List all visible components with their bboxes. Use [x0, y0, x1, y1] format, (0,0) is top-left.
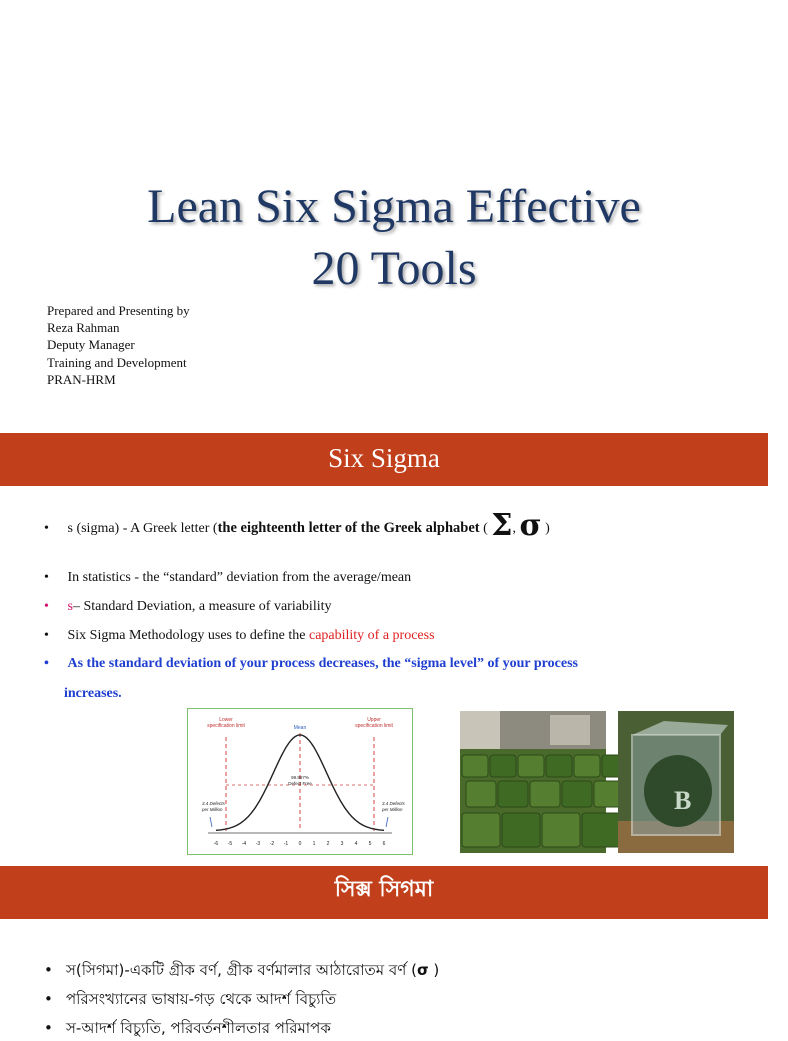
upper-spec-label-2: specification limit	[355, 723, 393, 729]
square-watermelons-image	[460, 711, 606, 853]
bullet-text: s (sigma) - A Greek letter (	[67, 521, 218, 536]
bullet-text: স-আদর্শ বিচ্যুতি, পরিবর্তনশীলতার পরিমাপক	[66, 1019, 331, 1037]
right-defects-label: 3.4 Defects	[382, 801, 405, 806]
capital-sigma-symbol: Σ	[491, 508, 513, 543]
title-line-1: Lean Six Sigma Effective	[147, 180, 641, 233]
square-watermelon	[466, 781, 496, 807]
bullet-dot: •	[44, 570, 49, 585]
axis-tick-label: 5	[368, 841, 372, 847]
bengali-bullet-1	[44, 957, 439, 983]
square-watermelon	[546, 755, 572, 777]
bullet-sigma-level	[44, 650, 578, 678]
bullet-text: In statistics - the “standard” deviation from the average/mean	[67, 570, 412, 585]
left-defects-label-2: per Million	[202, 807, 223, 812]
square-watermelon	[582, 813, 620, 847]
bullet-paren-close: )	[541, 521, 550, 536]
bengali-bullet-3	[44, 1015, 331, 1041]
s-symbol: s	[67, 599, 73, 614]
bullet-highlight-text: capability of a process	[308, 628, 435, 643]
bell-curve-svg	[188, 709, 412, 854]
square-watermelon	[574, 755, 600, 777]
axis-tick-label: 4	[354, 841, 358, 847]
bullet-dot: •	[44, 628, 49, 643]
axis-tick-label: 0	[298, 841, 302, 847]
center-label-2: Defect Free	[288, 781, 312, 786]
section-heading-six-sigma: Six Sigma	[0, 433, 768, 486]
lower-spec-label-2: specification limit	[207, 723, 245, 729]
bullet-dot: •	[44, 990, 53, 1008]
center-label: 99.997%	[291, 775, 309, 780]
section-heading-bengali: সিক্স সিগমা	[0, 866, 768, 919]
title-line-2: 20 Tools	[311, 242, 477, 295]
bullet-dot: •	[44, 521, 49, 536]
axis-tick-label: -4	[241, 841, 247, 847]
bullet-dot: •	[44, 1019, 53, 1037]
watermelon-box-image	[618, 711, 734, 853]
bullet-dot: •	[44, 961, 53, 979]
bullet-statistics	[44, 564, 411, 592]
axis-tick-label: -5	[227, 841, 233, 847]
square-watermelon	[498, 781, 528, 807]
bullet-text: As the standard deviation of your process decreases, the “sigma level” of your process	[67, 656, 578, 671]
bullet-standard-deviation	[44, 593, 331, 621]
bullet-bold-text: the eighteenth letter of the Greek alphabet	[217, 520, 480, 536]
bullet-sigma-level-continuation: increases.	[64, 686, 122, 701]
axis-ticks	[214, 841, 386, 847]
bullet-text: স(সিগমা)-একটি গ্রীক বর্ণ, গ্রীক বর্ণমালার আঠারোতম বর্ণ (	[66, 961, 417, 979]
square-watermelon	[562, 781, 592, 807]
right-arrow	[386, 817, 388, 827]
bullet-methodology	[44, 622, 435, 650]
square-watermelon	[518, 755, 544, 777]
left-arrow	[210, 817, 212, 827]
bullet-paren-close: )	[428, 961, 440, 979]
bullet-paren: (	[479, 521, 492, 536]
square-watermelon	[542, 813, 580, 847]
sigma-symbol: σ	[416, 961, 429, 979]
bullet-sigma-definition	[44, 508, 550, 543]
axis-tick-label: -2	[269, 841, 275, 847]
bullet-comma: ,	[512, 521, 520, 536]
presenter-line: Prepared and Presenting by	[47, 303, 190, 318]
presenter-department: Training and Development	[47, 354, 187, 370]
square-watermelon	[490, 755, 516, 777]
square-watermelon	[502, 813, 540, 847]
axis-tick-label: 1	[312, 841, 316, 847]
bullet-dot: •	[44, 656, 49, 671]
axis-tick-label: 2	[326, 841, 330, 847]
axis-tick-label: -1	[283, 841, 289, 847]
square-watermelon	[462, 755, 488, 777]
small-sigma-symbol: σ	[519, 508, 542, 543]
presenter-role: Deputy Manager	[47, 337, 135, 353]
normal-distribution-chart	[187, 708, 413, 855]
upper-spec-label: Upper	[367, 717, 381, 723]
svg-text:B: B	[674, 786, 692, 815]
axis-tick-label: 6	[382, 841, 386, 847]
bullet-text: পরিসংখ্যানের ভাষায়-গড় থেকে আদর্শ বিচ্যুতি	[66, 990, 337, 1008]
lower-spec-label: Lower	[219, 717, 233, 723]
square-watermelon	[462, 813, 500, 847]
bengali-bullet-2	[44, 986, 336, 1012]
left-defects-label: 3.4 Defects	[202, 801, 225, 806]
axis-tick-label: -6	[213, 841, 219, 847]
square-watermelon-box-photo	[618, 711, 734, 853]
presenter-organization: PRAN-HRM	[47, 371, 116, 387]
title-slide	[0, 0, 768, 432]
right-defects-label-2: per Million	[382, 807, 403, 812]
square-watermelons-photo	[460, 711, 606, 853]
mean-label: Mean	[293, 725, 307, 731]
presenter-name: Reza Rahman	[47, 320, 120, 336]
presenter-info	[47, 302, 190, 388]
square-watermelon	[530, 781, 560, 807]
bullet-dot: •	[44, 599, 49, 614]
axis-tick-label: 3	[340, 841, 344, 847]
axis-tick-label: -3	[255, 841, 261, 847]
bullet-text: Six Sigma Methodology uses to define the	[67, 628, 309, 643]
main-title	[0, 176, 788, 300]
bullet-text: – Standard Deviation, a measure of variability	[72, 599, 332, 614]
